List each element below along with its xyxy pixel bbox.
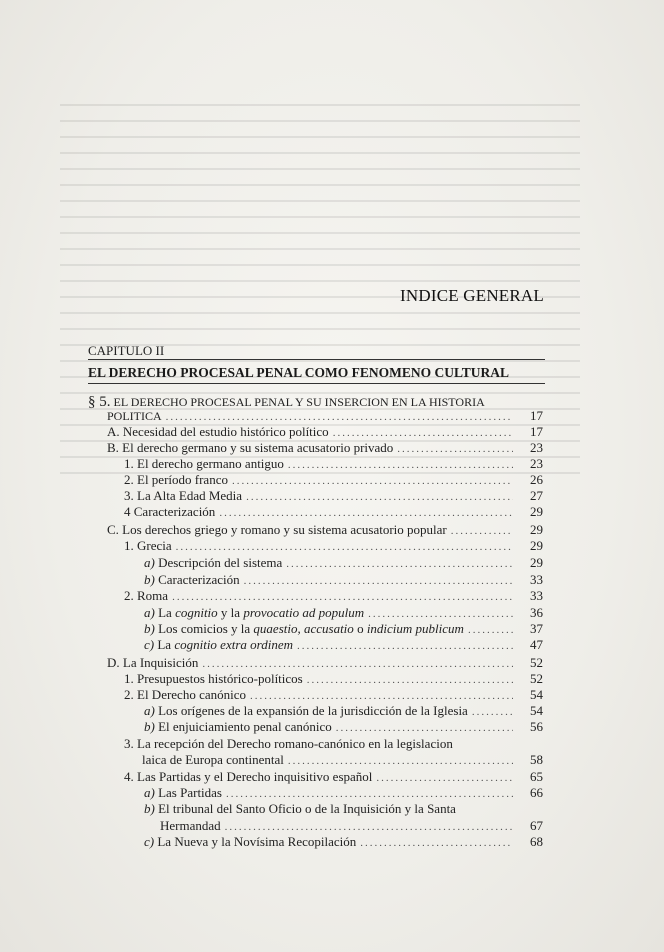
entry-label: Los orígenes de la expansión de la jurisdicción de la Iglesia — [158, 703, 468, 718]
toc-entry — [144, 637, 517, 654]
dot-leader — [288, 753, 513, 769]
toc-entry — [124, 472, 517, 489]
rule-bottom — [88, 383, 545, 384]
toc-entry — [144, 572, 517, 589]
chapter-label: CAPITULO II — [88, 343, 165, 358]
dot-leader — [219, 505, 513, 521]
entry-label: 2. El período franco — [124, 472, 228, 487]
entry-text — [144, 605, 364, 621]
entry-label: 1. El derecho germano antiguo — [124, 456, 284, 471]
entry-text — [124, 472, 228, 488]
page-number: 67 — [530, 818, 543, 833]
dot-leader — [250, 688, 513, 704]
dot-leader — [172, 589, 513, 605]
page-number: 29 — [530, 504, 543, 519]
entry-letter: b) — [144, 719, 155, 734]
entry-text-continued: Hermandad — [160, 818, 221, 833]
entry-text — [124, 687, 246, 703]
entry-letter: b) — [144, 801, 159, 816]
toc-entry — [160, 818, 517, 835]
toc-entry — [107, 408, 517, 425]
entry-letter: a) — [144, 605, 155, 620]
toc-entry — [124, 488, 517, 505]
dot-leader — [368, 606, 513, 622]
page-number: 54 — [530, 703, 543, 718]
page-number: 29 — [530, 555, 543, 570]
entry-label: y la — [217, 605, 244, 620]
entry-italic: cognitio — [175, 605, 218, 620]
entry-label: A. Necesidad del estudio histórico político — [107, 424, 329, 439]
entry-letter: a) — [144, 555, 155, 570]
section-heading-line1: EL DERECHO PROCESAL PENAL Y SU INSERCION EN LA HISTORIA — [113, 395, 485, 409]
dot-leader — [244, 573, 513, 589]
toc-entry — [124, 769, 517, 786]
entry-label: Descripción del sistema — [158, 555, 283, 570]
entry-text — [144, 621, 464, 637]
entry-italic: quaestio, accusatio — [253, 621, 354, 636]
entry-label: D. La Inquisición — [107, 655, 199, 670]
entry-text — [107, 655, 198, 671]
page-number: 54 — [530, 687, 543, 702]
entry-text — [124, 769, 372, 785]
entry-label: 3. La Alta Edad Media — [124, 488, 243, 503]
dot-leader — [202, 656, 513, 672]
toc-entry — [144, 605, 517, 622]
entry-label: Las Partidas — [158, 785, 222, 800]
entry-label: Caracterización — [158, 572, 240, 587]
entry-label: 1. Presupuestos histórico-políticos — [124, 671, 303, 686]
toc-entry — [124, 538, 517, 555]
page-number: 52 — [530, 655, 543, 670]
entry-text — [144, 719, 332, 735]
entry-text: El tribunal del Santo Oficio o de la Inquisición y la Santa — [158, 801, 456, 816]
entry-letter: c) — [144, 834, 155, 849]
entry-letter: b) — [144, 621, 155, 636]
rule-top — [88, 359, 545, 360]
page-number: 26 — [530, 472, 543, 487]
page-number: 17 — [530, 408, 543, 423]
toc-entry — [124, 687, 517, 704]
toc-entry — [144, 703, 517, 720]
entry-text — [124, 588, 168, 604]
page-number: 33 — [530, 588, 543, 603]
toc-entry-line — [124, 736, 453, 752]
entry-label: 2. Roma — [124, 588, 169, 603]
toc-entry — [124, 504, 517, 521]
entry-text — [124, 671, 303, 687]
toc-entry — [124, 588, 517, 605]
page-number: 33 — [530, 572, 543, 587]
entry-label: C. Los derechos griego y romano y su sistema acusatorio popular — [107, 522, 447, 537]
dot-leader — [336, 720, 513, 736]
entry-letter: a) — [144, 785, 155, 800]
entry-label: Los comicios y la — [158, 621, 254, 636]
toc-entry — [124, 671, 517, 688]
page-number: 23 — [530, 440, 543, 455]
entry-label: o — [353, 621, 367, 636]
dot-leader — [297, 638, 513, 654]
dot-leader — [246, 489, 513, 505]
dot-leader — [176, 539, 513, 555]
entry-label: La Nueva y la Novísima Recopilación — [157, 834, 357, 849]
toc-entry — [144, 555, 517, 572]
entry-label: La — [158, 605, 176, 620]
entry-letter: b) — [144, 572, 155, 587]
page-number: 23 — [530, 456, 543, 471]
page-number: 58 — [530, 752, 543, 767]
dot-leader — [286, 556, 513, 572]
entry-text — [144, 703, 468, 719]
toc-entry — [144, 621, 517, 638]
toc-entry — [124, 456, 517, 473]
page-number: 65 — [530, 769, 543, 784]
dot-leader — [232, 473, 513, 489]
dot-leader — [307, 672, 513, 688]
entry-text-continued: laica de Europa continental — [142, 752, 284, 767]
page-number: 27 — [530, 488, 543, 503]
toc-entry — [107, 655, 517, 672]
entry-text — [124, 538, 172, 554]
dot-leader — [451, 523, 513, 539]
toc-entry — [144, 719, 517, 736]
entry-letter: a) — [144, 703, 155, 718]
entry-text — [107, 440, 393, 456]
entry-italic: cognitio extra ordinem — [174, 637, 293, 652]
entry-label: El enjuiciamiento penal canónico — [158, 719, 332, 734]
dot-leader — [226, 786, 513, 802]
entry-text: 3. La recepción del Derecho romano-canónico en la legislacion — [124, 736, 453, 751]
entry-label: B. El derecho germano y su sistema acusatorio privado — [107, 440, 394, 455]
page-number: 29 — [530, 538, 543, 553]
entry-label: 2. El Derecho canónico — [124, 687, 247, 702]
chapter-title: EL DERECHO PROCESAL PENAL COMO FENOMENO CULTURAL — [88, 365, 510, 380]
dot-leader — [333, 425, 513, 441]
page-title: INDICE GENERAL — [400, 286, 544, 305]
entry-text — [107, 522, 447, 538]
entry-text — [144, 637, 293, 653]
entry-text — [144, 785, 222, 801]
toc-entry-line — [144, 801, 456, 817]
toc-entry — [144, 785, 517, 802]
page-number: 52 — [530, 671, 543, 686]
entry-text — [144, 834, 356, 850]
entry-letter: c) — [144, 637, 155, 652]
entry-text — [144, 555, 282, 571]
page-number: 17 — [530, 424, 543, 439]
toc-entry — [107, 440, 517, 457]
section-heading-line2: POLITICA — [107, 409, 162, 423]
entry-label: 4. Las Partidas y el Derecho inquisitivo español — [124, 769, 373, 784]
dot-leader — [472, 704, 513, 720]
toc-entry — [144, 834, 517, 851]
entry-text — [107, 424, 329, 440]
dot-leader — [288, 457, 513, 473]
toc-entry — [107, 522, 517, 539]
page-number: 68 — [530, 834, 543, 849]
dot-leader — [376, 770, 513, 786]
entry-text — [144, 572, 240, 588]
dot-leader — [166, 409, 513, 425]
page-number: 56 — [530, 719, 543, 734]
dot-leader — [225, 819, 513, 835]
page-number: 66 — [530, 785, 543, 800]
page-number: 37 — [530, 621, 543, 636]
entry-text — [124, 504, 215, 520]
page-number: 29 — [530, 522, 543, 537]
dot-leader — [360, 835, 513, 851]
entry-text — [124, 456, 284, 472]
section-symbol: § 5. — [88, 394, 111, 410]
entry-label: 4 Caracterización — [124, 504, 216, 519]
entry-label: La — [157, 637, 175, 652]
page-number: 36 — [530, 605, 543, 620]
toc-entry — [142, 752, 517, 769]
entry-label: 1. Grecia — [124, 538, 172, 553]
dot-leader — [397, 441, 513, 457]
entry-italic: provocatio ad populum — [243, 605, 365, 620]
entry-text — [124, 488, 242, 504]
entry-italic: indicium publicum — [366, 621, 464, 636]
page-number: 47 — [530, 637, 543, 652]
dot-leader — [468, 622, 513, 638]
toc-entry — [107, 424, 517, 441]
